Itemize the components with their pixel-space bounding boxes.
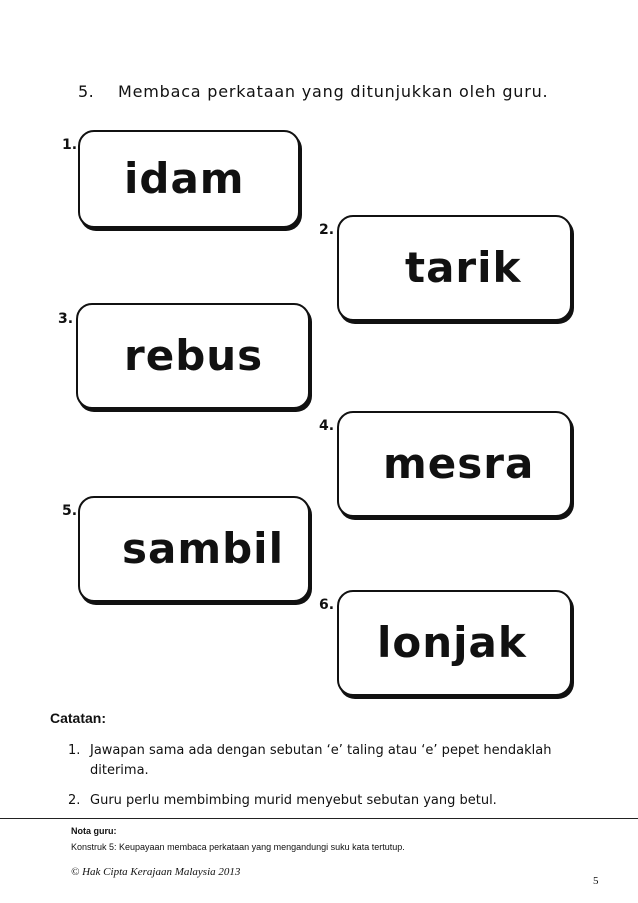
card-number-2: 2. bbox=[319, 222, 335, 238]
page-number: 5 bbox=[593, 875, 599, 887]
instruction-number: 5. bbox=[78, 82, 95, 101]
footer-divider bbox=[0, 818, 638, 819]
word-card-1 bbox=[78, 130, 300, 228]
card-number-4: 4. bbox=[319, 418, 335, 434]
note-1-line-2: diterima. bbox=[90, 763, 149, 778]
card-word-3: rebus bbox=[124, 331, 264, 380]
card-number-1: 1. bbox=[62, 137, 78, 153]
note-1-line-1: Jawapan sama ada dengan sebutan ‘e’ taling atau ‘e’ pepet hendaklah bbox=[90, 743, 552, 758]
card-number-5: 5. bbox=[62, 503, 78, 519]
copyright-text: © Hak Cipta Kerajaan Malaysia 2013 bbox=[71, 866, 241, 878]
card-word-1: idam bbox=[124, 154, 245, 203]
card-word-5: sambil bbox=[122, 524, 284, 573]
word-card-4 bbox=[337, 411, 572, 517]
word-card-6 bbox=[337, 590, 572, 696]
card-word-6: lonjak bbox=[377, 618, 527, 667]
word-card-3 bbox=[76, 303, 310, 409]
card-word-2: tarik bbox=[405, 243, 522, 292]
note-number-1: 1. bbox=[68, 743, 81, 758]
card-word-4: mesra bbox=[383, 439, 535, 488]
nota-guru-title: Nota guru: bbox=[71, 826, 117, 836]
note-2-line-1: Guru perlu membimbing murid menyebut sebutan yang betul. bbox=[90, 793, 497, 808]
word-card-5 bbox=[78, 496, 310, 602]
catatan-title: Catatan: bbox=[50, 710, 107, 726]
word-card-2 bbox=[337, 215, 572, 321]
card-number-3: 3. bbox=[58, 311, 74, 327]
konstruk-text: Konstruk 5: Keupayaan membaca perkataan yang mengandungi suku kata tertutup. bbox=[71, 842, 405, 852]
card-number-6: 6. bbox=[319, 597, 335, 613]
note-number-2: 2. bbox=[68, 793, 81, 808]
instruction-text: Membaca perkataan yang ditunjukkan oleh guru. bbox=[118, 82, 549, 101]
